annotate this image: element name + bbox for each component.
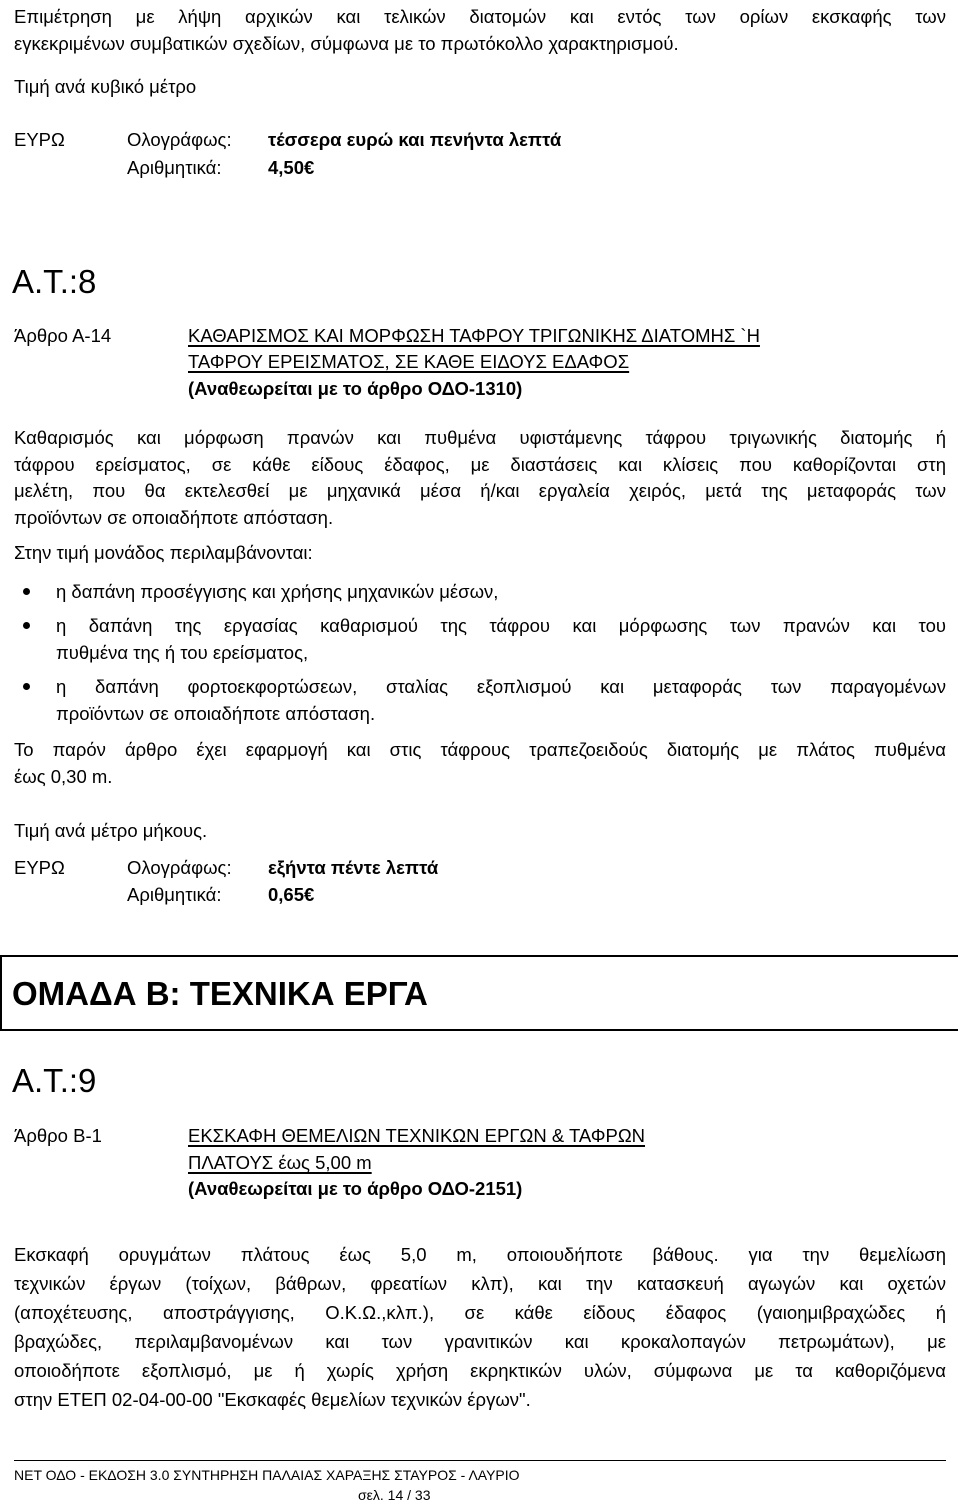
item8-unit-label: Τιμή ανά μέτρο μήκους.	[14, 820, 208, 841]
item8-desc-line-1: Καθαρισμός και μόρφωση πρανών και πυθμένα υφιστάμενης τάφρου τριγωνικής διατομής ή	[14, 427, 946, 448]
bullet-item-2	[56, 612, 946, 666]
bullet-2-line-2: πυθμένα της ή του ερείσματος,	[56, 642, 309, 663]
price1-words-label: Ολογράφως:	[127, 129, 232, 150]
item9-article-label: Άρθρο Β-1	[14, 1125, 102, 1146]
bullet-dot	[23, 622, 30, 629]
item9-description	[14, 1240, 946, 1414]
bullet-item-3	[56, 673, 946, 727]
footer-project: ΝΕΤ ΟΔΟ - ΕΚΔΟΣΗ 3.0 ΣΥΝΤΗΡΗΣΗ ΠΑΛΑΙΑΣ ΧΑΡΑΞΗΣ ΣΤΑΥΡΟΣ - ΛΑΥΡΙΟ	[14, 1467, 520, 1483]
item8-code: Α.Τ.:8	[12, 263, 97, 300]
price1-words-value: τέσσερα ευρώ και πενήντα λεπτά	[268, 129, 562, 150]
footer-page-number: σελ. 14 / 33	[358, 1487, 431, 1503]
item8-desc-line-4: προϊόντων σε οποιαδήποτε απόσταση.	[14, 506, 334, 528]
item8-includes-label: Στην τιμή μονάδος περιλαμβάνονται:	[14, 542, 313, 563]
price1-digits-label: Αριθμητικά:	[127, 157, 222, 178]
intro-line-1: Επιμέτρηση με λήψη αρχικών και τελικών διατομών και εντός των ορίων εκσκαφής των	[14, 6, 946, 27]
item8-digits-label: Αριθμητικά:	[127, 884, 222, 905]
price1-digits-number: 4,50	[268, 157, 305, 178]
item9-desc-line-1: Εκσκαφή ορυγμάτων πλάτους έως 5,0 m, οποιουδήποτε βάθους. για την θεμελίωση	[14, 1244, 946, 1265]
item8-digits-value	[268, 882, 314, 907]
item8-digits-number: 0,65	[268, 884, 305, 905]
bullet-dot	[23, 683, 30, 690]
bullet-1-line-1: η δαπάνη προσέγγισης και χρήσης μηχανικών μέσων,	[56, 581, 499, 602]
group-title: ΟΜΑΔΑ Β: ΤΕΧΝΙΚΑ ΕΡΓΑ	[12, 975, 428, 1012]
item8-reference: (Αναθεωρείται με το άρθρο ΟΔΟ-1310)	[188, 378, 523, 399]
bullet-item-1	[56, 578, 946, 605]
item9-desc-line-4: βραχώδες, περιλαμβανομένων και των γρανιτικών και κροκαλοπαγών πετρωμάτων), με	[14, 1331, 946, 1352]
price1-currency: ΕΥΡΩ	[14, 129, 65, 150]
item8-note-line-1: Το παρόν άρθρο έχει εφαρμογή και στις τάφρους τραπεζοειδούς διατομής με πλάτος πυθμένα	[14, 739, 946, 760]
item8-words-value: εξήντα πέντε λεπτά	[268, 857, 439, 878]
price1-unit-label: Τιμή ανά κυβικό μέτρο	[14, 76, 197, 97]
item8-title-line-2: ΤΑΦΡΟΥ ΕΡΕΙΣΜΑΤΟΣ, ΣΕ ΚΑΘΕ ΕΙΔΟΥΣ ΕΔΑΦΟΣ	[188, 351, 630, 372]
item8-note	[14, 737, 946, 790]
item8-desc-line-3: μελέτη, που θα εκτελεσθεί με μηχανικά μέσα ή/και εργαλεία χειρός, μετά της μεταφοράς των	[14, 480, 946, 501]
item9-reference: (Αναθεωρείται με το άρθρο ΟΔΟ-2151)	[188, 1178, 523, 1199]
item9-desc-line-3: (αποχέτευσης, αποστράγγισης, Ο.Κ.Ω.,κλπ.), σε κάθε είδους έδαφος (γαιοημιβραχώδες ή	[14, 1302, 946, 1323]
bullet-3-line-1: η δαπάνη φορτοεκφορτώσεων, σταλίας εξοπλισμού και μεταφοράς των παραγομένων	[56, 676, 946, 697]
item9-desc-line-2: τεχνικών έργων (τοίχων, βάθρων, φρεατίων κλπ), και την κατασκευή αγωγών και οχετών	[14, 1273, 946, 1294]
item8-currency: ΕΥΡΩ	[14, 857, 65, 878]
price1-digits-value	[268, 155, 314, 180]
item9-desc-line-5: οποιοδήποτε εξοπλισμό, με ή χωρίς χρήση εκρηκτικών υλών, σύμφωνα με τα καθοριζόμενα	[14, 1360, 946, 1381]
euro-sign: €	[304, 157, 315, 178]
bullet-dot	[23, 588, 30, 595]
item9-title-line-2: ΠΛΑΤΟΥΣ έως 5,00 m	[188, 1152, 372, 1173]
item8-words-label: Ολογράφως:	[127, 857, 232, 878]
item8-description	[14, 425, 946, 531]
item8-article-label: Άρθρο Α-14	[14, 325, 112, 346]
footer-divider	[14, 1460, 946, 1461]
intro-paragraph	[14, 4, 946, 57]
item8-note-line-2: έως 0,30 m.	[14, 765, 113, 787]
bullet-3-line-2: προϊόντων σε οποιαδήποτε απόσταση.	[56, 703, 376, 724]
euro-sign: €	[304, 884, 315, 905]
item9-desc-line-6: στην ΕΤΕΠ 02-04-00-00 "Εκσκαφές θεμελίων τεχνικών έργων".	[14, 1389, 531, 1410]
bullet-2-line-1: η δαπάνη της εργασίας καθαρισμού της τάφρου και μόρφωσης των πρανών και του	[56, 615, 946, 636]
item9-title-line-1: ΕΚΣΚΑΦΗ ΘΕΜΕΛΙΩΝ ΤΕΧΝΙΚΩΝ ΕΡΓΩΝ & ΤΑΦΡΩΝ	[188, 1125, 646, 1146]
item8-title-line-1: ΚΑΘΑΡΙΣΜΟΣ ΚΑΙ ΜΟΡΦΩΣΗ ΤΑΦΡΟΥ ΤΡΙΓΩΝΙΚΗΣ ΔΙΑΤΟΜΗΣ `Η	[188, 325, 760, 346]
item9-code: Α.Τ.:9	[12, 1062, 97, 1099]
item8-desc-line-2: τάφρου ερείσματος, σε κάθε είδους έδαφος, με διαστάσεις και κλίσεις που καθορίζονται στη	[14, 453, 946, 475]
intro-line-2: εγκεκριμένων συμβατικών σχεδίων, σύμφωνα με το πρωτόκολλο χαρακτηρισμού.	[14, 32, 679, 54]
